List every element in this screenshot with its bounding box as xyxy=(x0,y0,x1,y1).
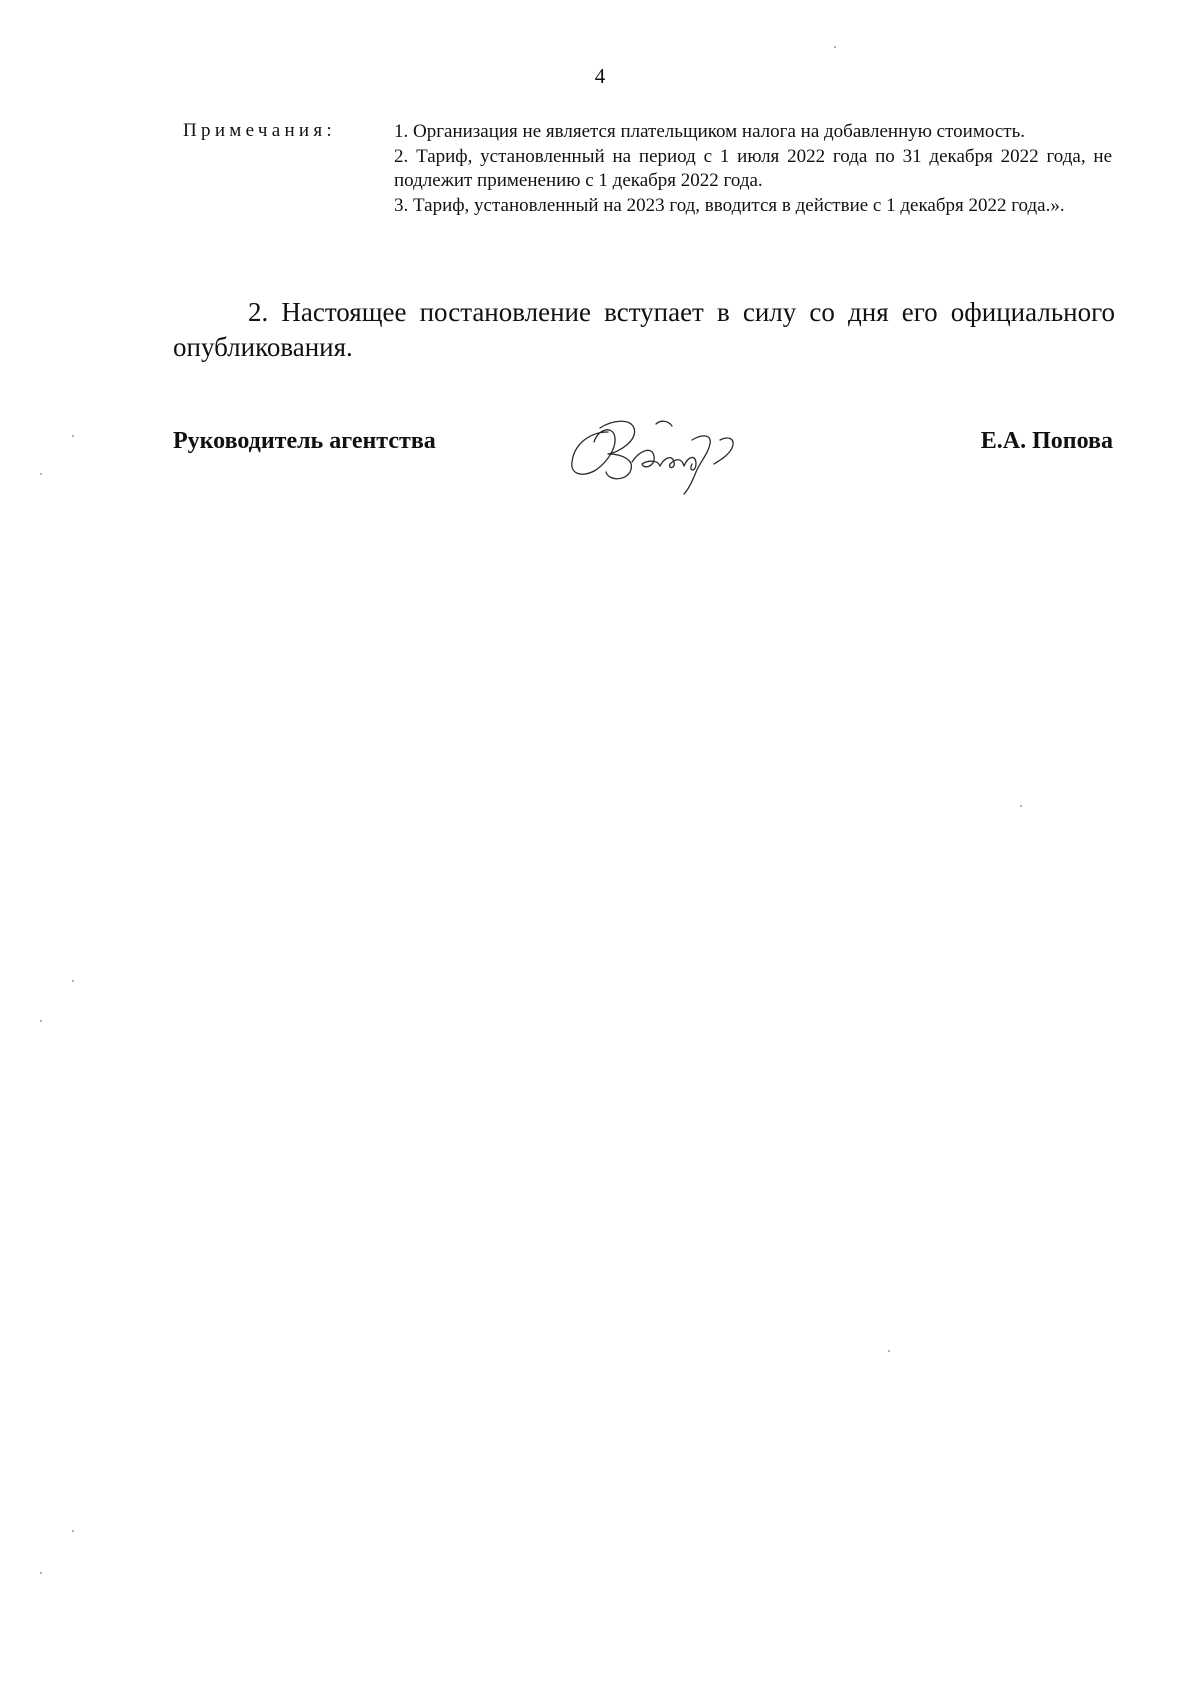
body-paragraph: 2. Настоящее постановление вступает в силу со дня его официального опубликования. xyxy=(173,297,1115,362)
note-item: 2. Тариф, установленный на период с 1 июля 2022 года по 31 декабря 2022 года, не подлежит применению с 1 декабря 2022 года. xyxy=(394,145,1112,191)
scan-speck xyxy=(1020,805,1022,807)
scan-speck xyxy=(834,46,836,48)
signatory-title: Руководитель агентства xyxy=(173,428,436,454)
scan-speck xyxy=(72,1530,74,1532)
scan-speck xyxy=(40,473,42,475)
signatory-name: Е.А. Попова xyxy=(980,428,1113,454)
note-item: 1. Организация не является плательщиком налога на добавленную стоимость. xyxy=(394,121,1025,142)
page-number: 4 xyxy=(594,64,606,88)
scan-speck xyxy=(40,1020,42,1022)
note-item: 3. Тариф, установленный на 2023 год, вводится в действие с 1 декабря 2022 года.». xyxy=(394,194,1065,216)
scan-speck xyxy=(888,1350,890,1352)
scan-speck xyxy=(72,435,74,437)
scan-speck xyxy=(72,980,74,982)
scan-speck xyxy=(40,1572,42,1574)
notes-list xyxy=(394,120,1112,218)
handwritten-signature xyxy=(560,410,760,495)
notes-label: Примечания: xyxy=(183,120,337,141)
